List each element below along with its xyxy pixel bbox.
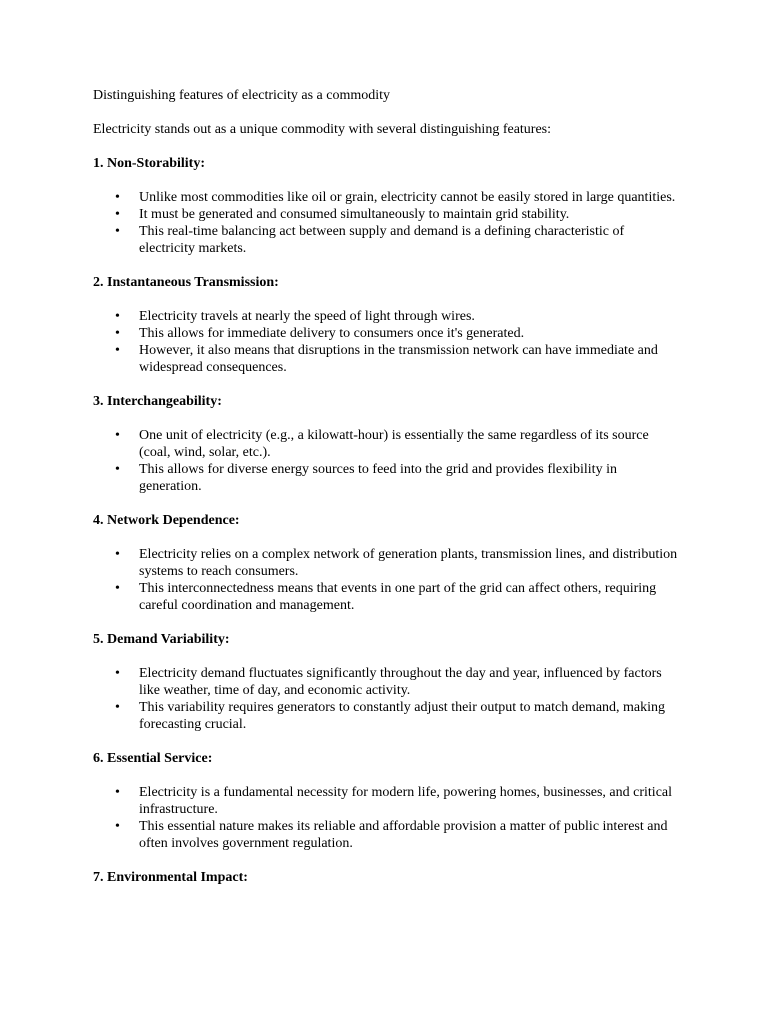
bullet-list xyxy=(93,189,683,257)
section-heading: 6. Essential Service: xyxy=(93,751,213,766)
bullet-icon: • xyxy=(115,343,120,358)
bullet-icon: • xyxy=(115,190,120,205)
document-title: Distinguishing features of electricity as a commodity xyxy=(93,88,391,103)
bullet-list xyxy=(93,308,683,376)
document-body xyxy=(93,87,683,886)
bullet-icon: • xyxy=(115,581,120,596)
list-item xyxy=(115,342,683,376)
list-item xyxy=(115,665,683,699)
list-item-text: Unlike most commodities like oil or grain, electricity cannot be easily stored in large quantities. xyxy=(139,190,676,205)
list-item-text: This variability requires generators to constantly adjust their output to match demand, making forecasting crucial. xyxy=(139,700,666,732)
list-item xyxy=(115,461,683,495)
list-item xyxy=(115,206,683,223)
list-item-text: Electricity demand fluctuates significantly throughout the day and year, influenced by factors like weather, time of day, and economic activity. xyxy=(139,666,662,698)
list-item xyxy=(115,189,683,206)
list-item xyxy=(115,818,683,852)
bullet-list xyxy=(93,427,683,495)
bullet-icon: • xyxy=(115,819,120,834)
bullet-icon: • xyxy=(115,462,120,477)
bullet-list xyxy=(93,665,683,733)
section-heading: 3. Interchangeability: xyxy=(93,394,222,409)
intro-paragraph: Electricity stands out as a unique commodity with several distinguishing features: xyxy=(93,122,552,137)
bullet-icon: • xyxy=(115,428,120,443)
list-item xyxy=(115,580,683,614)
list-item-text: This interconnectedness means that events in one part of the grid can affect others, requiring careful coordination and management. xyxy=(139,581,657,613)
section-heading: 1. Non-Storability: xyxy=(93,156,205,171)
list-item-text: However, it also means that disruptions in the transmission network can have immediate and widespread consequences. xyxy=(139,343,658,375)
bullet-icon: • xyxy=(115,666,120,681)
list-item-text: Electricity relies on a complex network of generation plants, transmission lines, and distribution systems to reach consumers. xyxy=(139,547,678,579)
bullet-icon: • xyxy=(115,785,120,800)
bullet-icon: • xyxy=(115,224,120,239)
list-item xyxy=(115,546,683,580)
section-heading: 4. Network Dependence: xyxy=(93,513,240,528)
list-item xyxy=(115,784,683,818)
list-item-text: Electricity is a fundamental necessity for modern life, powering homes, businesses, and critical infrastructure. xyxy=(139,785,673,817)
section-heading: 7. Environmental Impact: xyxy=(93,870,248,885)
list-item-text: This allows for immediate delivery to consumers once it's generated. xyxy=(139,326,525,341)
bullet-icon: • xyxy=(115,700,120,715)
list-item-text: One unit of electricity (e.g., a kilowatt-hour) is essentially the same regardless of its source (coal, wind, solar, etc.). xyxy=(139,428,649,460)
bullet-icon: • xyxy=(115,207,120,222)
list-item xyxy=(115,427,683,461)
section-heading: 5. Demand Variability: xyxy=(93,632,230,647)
list-item-text: This real-time balancing act between supply and demand is a defining characteristic of electricity markets. xyxy=(139,224,625,256)
list-item xyxy=(115,325,683,342)
list-item-text: This allows for diverse energy sources to feed into the grid and provides flexibility in generation. xyxy=(139,462,617,494)
section-heading: 2. Instantaneous Transmission: xyxy=(93,275,279,290)
bullet-list xyxy=(93,546,683,614)
list-item xyxy=(115,308,683,325)
list-item-text: It must be generated and consumed simultaneously to maintain grid stability. xyxy=(139,207,570,222)
bullet-icon: • xyxy=(115,326,120,341)
bullet-icon: • xyxy=(115,547,120,562)
list-item-text: This essential nature makes its reliable and affordable provision a matter of public interest and often involves government regulation. xyxy=(139,819,668,851)
bullet-icon: • xyxy=(115,309,120,324)
bullet-list xyxy=(93,784,683,852)
list-item xyxy=(115,223,683,257)
list-item-text: Electricity travels at nearly the speed of light through wires. xyxy=(139,309,475,324)
list-item xyxy=(115,699,683,733)
